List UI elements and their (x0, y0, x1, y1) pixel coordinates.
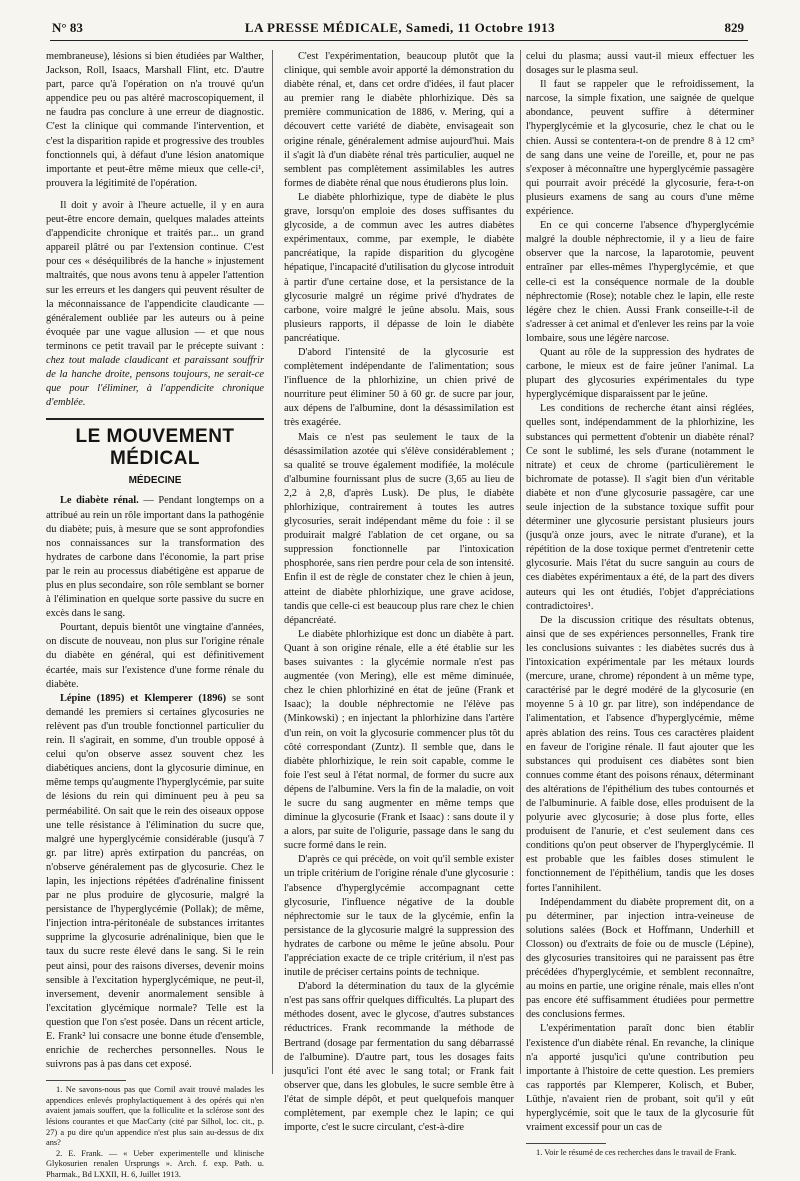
paragraph: celui du plasma; aussi vaut-il mieux effectuer les dosages sur le plasma seul. (526, 51, 754, 77)
paragraph: membraneuse), lésions si bien étudiées par Walther, Jackson, Roll, Isaacs, Marshall Flint, etc. D'autre part, parce qu'à l'opération on n'a trouvé qu'un appendice peu ou pas altéré macroscopiquement, il ne faudra pas conclure à une erreur de diagnostic. C'est la clinique qui commande l'intervention, et c'est la disparition rapide et progressive des troubles fonctionnels qui, à défaut d'une lésion anatomique importante et peut-être même mieux que celle-ci¹, prouvera la légitimité de l'opération. (46, 51, 264, 189)
column-2 (284, 50, 514, 1134)
paragraph: L'expérimentation paraît donc bien établir l'existence d'un diabète rénal. En revanche, la clinique n'a apporté jusqu'ici qu'une contribution peu importante à l'histoire de cette question. Les premiers cas rapportés par Klemperer, Kolisch, et Buber, Lüthje, n'avaient rien de probant, soit qu'il y eût hyperglycémie, soit que le taux de la glycosurie fût vraiment excessif pour un cas de (526, 1023, 754, 1134)
paragraph: D'abord l'intensité de la glycosurie est complètement indépendante de l'alimentation; sous l'influence de la phlorhizine, un chien privé de nourriture peut éliminer 50 à 60 gr. de sucre par jour, aux dépens de l'albumine, dont la désassimilation est très exagérée. (284, 346, 514, 429)
journal-title: LA PRESSE MÉDICALE, Samedi, 11 Octobre 1913 (244, 20, 556, 35)
paragraph-text: Il doit y avoir à l'heure actuelle, il y en aura peut-être encore demain, quelques malades atteints d'appendicite chronique et traités par... un grand appareil plâtré ou par l'extension continue. C'est pour ces « déséquilibrés de la hanche » injustement maltraités, que nous avons tenu à appeler l'attention sur les erreurs et les dangers qui peuvent résulter de la méconnaissance de l'appendicite claudicante — généralement oubliée par les auteurs ou à peine évoquée par une vague allusion — et que nous terminons ce petit travail par le précepte suivant : (46, 199, 264, 352)
column-3 (526, 50, 754, 1158)
subsection-title: MÉDECINE (128, 475, 182, 487)
paragraph (46, 199, 264, 410)
footnote-rule (46, 1080, 126, 1081)
paragraph: De la discussion critique des résultats obtenus, ainsi que de ses expériences personnelles, Frank tire les conclusions suivantes : les diabètes sucrés dus à l'intoxication expérimentale par les métaux lourds (mercure, urane, chrome) répondent à un même type, caractérisé par le degré modéré de la glycosurie (en moyenne 5 à 10 gr. par litre), son indépendance de l'alimentation, et l'absence d'hyperglycémie, même après ablation des reins. Tous ces caractères plaident en faveur de l'origine rénale. Il faut ajouter que les substances qui produisent ces diabètes sont bien connues comme étant des poisons rénaux, déterminant des altérations de l'épithélium des tubes contournés et de l'albuminurie. A faible dose, elles produisent de la polyurie avec glycosurie; à dose plus forte, elles produisent de l'anurie, et c'est seulement dans ces conditions qu'on peut observer de l'hyperglycémie. Il est probable que les faibles doses stimulent le fonctionnement de l'épithélium, tandis que les doses fortes l'annihilent. (526, 614, 754, 894)
footnote: 1. Ne savons-nous pas que Cornil avait trouvé malades les appendices enlevés prophylactiquement à des opérés qui n'en avaient jamais souffert, que la folliculite et la sclérose sont des lésions courantes et que MacCarty (cité par Silhol, loc. cit., p. 27) a pu dire qu'un appendice n'est plus sain au-dessus de dix ans? (46, 1085, 264, 1148)
column-1 (46, 50, 264, 1180)
paragraph: En ce qui concerne l'absence d'hyperglycémie malgré la double néphrectomie, il y a lieu de faire observer que la narcose, la laparotomie, peuvent entraîner par elles-mêmes l'hyperglycémie, et que celle-ci est la conséquence normale de la double néphrectomie (Rose); notable chez le lapin, elle reste légère chez le chien. Aussi Frank conseille-t-il de s'adresser à cet animal et d'enlever les reins par la voie lombaire, sous une légère narcose. (526, 220, 754, 344)
authors-bold: Lépine (1895) et Klemperer (1896) (60, 692, 227, 704)
page-number: 829 (724, 20, 744, 35)
paragraph: D'abord la détermination du taux de la glycémie n'est pas sans offrir quelques difficultés. La plupart des méthodes dosent, avec le glycose, d'autres substances réductrices. Frank recommande la méthode de Bertrand (dosage par fermentation du sang débarrassé de l'albumine). D'autre part, tous les dosages faits jusqu'ici l'ont été avec le sang total; or Frank fait observer que, dans les globules, le sucre semble être à l'état de simple dépôt, et peut quelquefois manquer complètement, par exemple chez le lapin; ce qui importe, c'est le sucre circulant, c'est-à-dire (284, 981, 514, 1134)
column-divider-1 (272, 50, 273, 1074)
section-title: LE MOUVEMENT MÉDICAL (75, 426, 235, 470)
paragraph: Mais ce n'est pas seulement le taux de la désassimilation azotée qui s'élève considérablement ; sa qualité se trouve également modifiée, la molécule d'albumine fournissant plus de sucre (3,65 au lieu de 2,2 à 2,8, d'après Lusk). De plus, le diabète phlorhizique, contrairement à toutes les autres glycosuries, serait indépendant même du foie : il se produirait malgré l'ablation de cet organe, ou sa suppression fonctionnelle par l'intoxication phosphorée, sans rien perdre pour cela de son intensité. Enfin il est de règle de constater chez le chien à jeun, atteint de diabète phlorhizique, une grave acidose, tandis que celle-ci est beaucoup plus rare chez le chien dépancréaté. (284, 431, 514, 626)
precept-italic: chez tout malade claudicant et paraissant souffrir de la hanche droite, pensons toujours, ne serait-ce que pour l'éliminer, à l'appendicite chronique d'emblée. (46, 354, 264, 409)
issue-number: N° 83 (52, 20, 83, 35)
paragraph-text: — Pendant longtemps on a attribué au rein un rôle important dans la pathogénie du diabète; puis, à mesure que se sont approfondies nos connaissances sur la transformation des hydrates de carbone dans l'économie, la part prise par le rein au processus diabétigène est apparue de plus en plus secondaire, son rôle semblant se borner à l'élimination en quelque sorte passive du sucre en excès dans le sang. (46, 495, 264, 620)
header-rule (50, 40, 748, 41)
paragraph: Quant au rôle de la suppression des hydrates de carbone, le mieux est de faire jeûner l'animal. La plupart des glycosuries expérimentales du type hyperglycémique disparaissent par le jeûne. (526, 346, 754, 401)
column-divider-2 (520, 50, 521, 1074)
footnote: 1. Voir le résumé de ces recherches dans le travail de Frank. (536, 1148, 737, 1158)
paragraph-text: se sont demandé les premiers si certaines glycosuries ne relèvent pas d'un trouble fonctionnel particulier du rein. Il s'agirait, en somme, d'un trouble opposé à celui qu'on observe assez souvent chez les diabétiques anciens, dont la glycosurie diminue, en même temps qu'augmente l'hyperglycémie, par suite de lésions du rein qui diminuent peu à peu sa perméabilité. On sait que le rein des oiseaux oppose une telle résistance à l'élimination du sucre que, malgré une hyperglycémie considérable (jusqu'à 7 gr. par litre) après extirpation du pancréas, on n'observe généralement pas de glycosurie. Chez le lapin, les injections répétées d'adrénaline finissent par ne plus produire de glycosurie, malgré la persistance de l'hyperglycémie (Pollak); de même, l'injection intra-péritonéale de substances irritantes supprime la glycosurie adrénalinique, bien que le taux du sucre reste élevé dans le sang. Si le rein peut ainsi, pour des raisons diverses, devenir moins sensible à l'excitation hyperglycémique, ne peut-il, inversement, devenir anormalement sensible à l'excitation glycémique normale? Telle est la question que l'on s'est posée. Dans un récent article, E. Frank² lui consacre une bonne étude d'ensemble, enrichie de recherches personnelles. Nous le suivrons pas à pas dans cet exposé. (46, 692, 264, 1071)
paragraph: Le diabète phlorhizique, type de diabète le plus grave, lorsqu'on emploie des doses suffisantes du glycoside, a de commun avec les autres diabètes expérimentaux, comme, par exemple, le diabète pancréatique, la rapide disparition du glycogène hépatique, l'incapacité d'utilisation du glycose introduit à partir d'une certaine dose, et la persistance de la glycosurie malgré un régime privé d'hydrates de carbone, voire malgré le jeûne absolu. Mais, sous plusieurs rapports, il dépasse de loin le diabète pancréatique. (284, 191, 514, 344)
paragraph (46, 692, 264, 1073)
paragraph (46, 494, 264, 621)
paragraph: Il faut se rappeler que le refroidissement, la narcose, la simple fixation, une saignée de quelque abondance, peuvent suffire à déterminer l'hyperglycémie et la glycosurie, chez le chat ou le chien. Aussi se contentera-t-on de prendre 8 à 12 cm³ de sang dans une veine de l'oreille, et, pour ne pas s'exposer à méconnaître une hyperglycémie passagère qui pourrait avoir précédé la glycosurie, fera-t-on plusieurs examens de sang au cours d'une même expérience. (526, 79, 754, 218)
paragraph: D'après ce qui précède, on voit qu'il semble exister un triple critérium de l'origine rénale d'une glycosurie : l'absence d'hyperglycémie accompagnant cette glycosurie, l'influence négative de la double néphrectomie sur le taux de la glycémie, enfin la persistance de la glycosurie malgré la suppression des hydrates de carbone ou même le jeûne absolu. Pour l'appréciation exacte de ce triple critérium, il n'est pas inutile de préciser certains points de technique. (284, 854, 514, 979)
paragraph: Pourtant, depuis bientôt une vingtaine d'années, on discute de nouveau, non plus sur l'origine rénale du diabète en général, qui est définitivement écartée, mais sur l'existence d'une forme rénale du diabète. (46, 622, 264, 690)
paragraph: Le diabète phlorhizique est donc un diabète à part. Quant à son origine rénale, elle a été établie sur les bases suivantes : la glycémie normale n'est pas augmentée (von Mering), elle est même diminuée, chez le chien phlorhiziné en état de jeûne (Frank et Isaac); la double néphrectomie ne l'élève pas (Minkowski) ; en injectant la phlorhizine dans l'artère d'un rein, on voit la glycosurie commencer plus tôt du côté correspondant (Zuntz). Il semble que, dans le diabète phlorhizique, le rein soit capable, comme le foie l'est seul à l'état normal, de former du sucre aux dépens de l'albumine. Vers la fin de la maladie, on voit le sucre du sang augmenter en même temps que diminue la glycosurie (Frank et Isaac) : sans doute il y a alors, par suite de l'oligurie, passage dans le sang du sucre formé dans le rein. (284, 628, 514, 852)
section-rule (46, 418, 264, 420)
page-header (0, 0, 800, 44)
paragraph: C'est l'expérimentation, beaucoup plutôt que la clinique, qui semble avoir apporté la démonstration du diabète rénal, et, dans cet ordre d'idées, il faut placer au premier rang le diabète phlorhizique. Dès sa première communication de 1886, v. Mering, qui a découvert cette variété de diabète, envisageait son origine rénale, généralement admise aujourd'hui. Mais il s'agit là d'un diabète rénal très particulier, auquel ne semblent pas complètement assimilables les autres formes de diabète rénal que nous étudierons plus loin. (284, 51, 514, 189)
paragraph: Les conditions de recherche étant ainsi réglées, quelles sont, indépendamment de la phlorhizine, les substances qui permettent d'obtenir un diabète rénal? Ce sont le sublimé, les sels d'urane (notamment le nitrate) et ceux de chrome (particulièrement le bichromate de potasse). Il s'agit bien d'un véritable diabète et non d'une glycosurie passagère, car une seule injection de la substance toxique suffit pour déterminer une glycosurie persistant plusieurs jours (jusqu'à onze jours, avec le nitrate d'urane), et la répétition de la dose toxique permet d'entretenir cette glycosurie. Mais l'état du sucre sanguin au cours de ces diabètes expérimentaux a été, de la part des divers auteurs qui les ont étudiés, l'objet d'appréciations contradictoires¹. (526, 403, 754, 612)
article-title: Le diabète rénal. (60, 495, 139, 507)
footnote: 2. E. Frank. — « Ueber experimentelle und klinische Glykosurien renalen Ursprungs ». Arch. f. exp. Path. u. Pharmak., Bd LXXII, H. 6, Juillet 1913. (46, 1148, 264, 1180)
paragraph: Indépendamment du diabète proprement dit, on a pu déterminer, par injection intra-veineuse de solutions salées (Bock et Hoffmann, Underhill et Closson) ou d'extraits de foie ou de muscle (Lépine), des glycosuries transitoires qui ne paraissent pas être précédées d'hyperglycémie, et semblent reconnaître, au moins en partie, une origine rénale, mais elles n'ont pas encore été suffisamment étudiées pour permettre des conclusions fermes. (526, 896, 754, 1021)
footnote-rule (526, 1143, 606, 1144)
